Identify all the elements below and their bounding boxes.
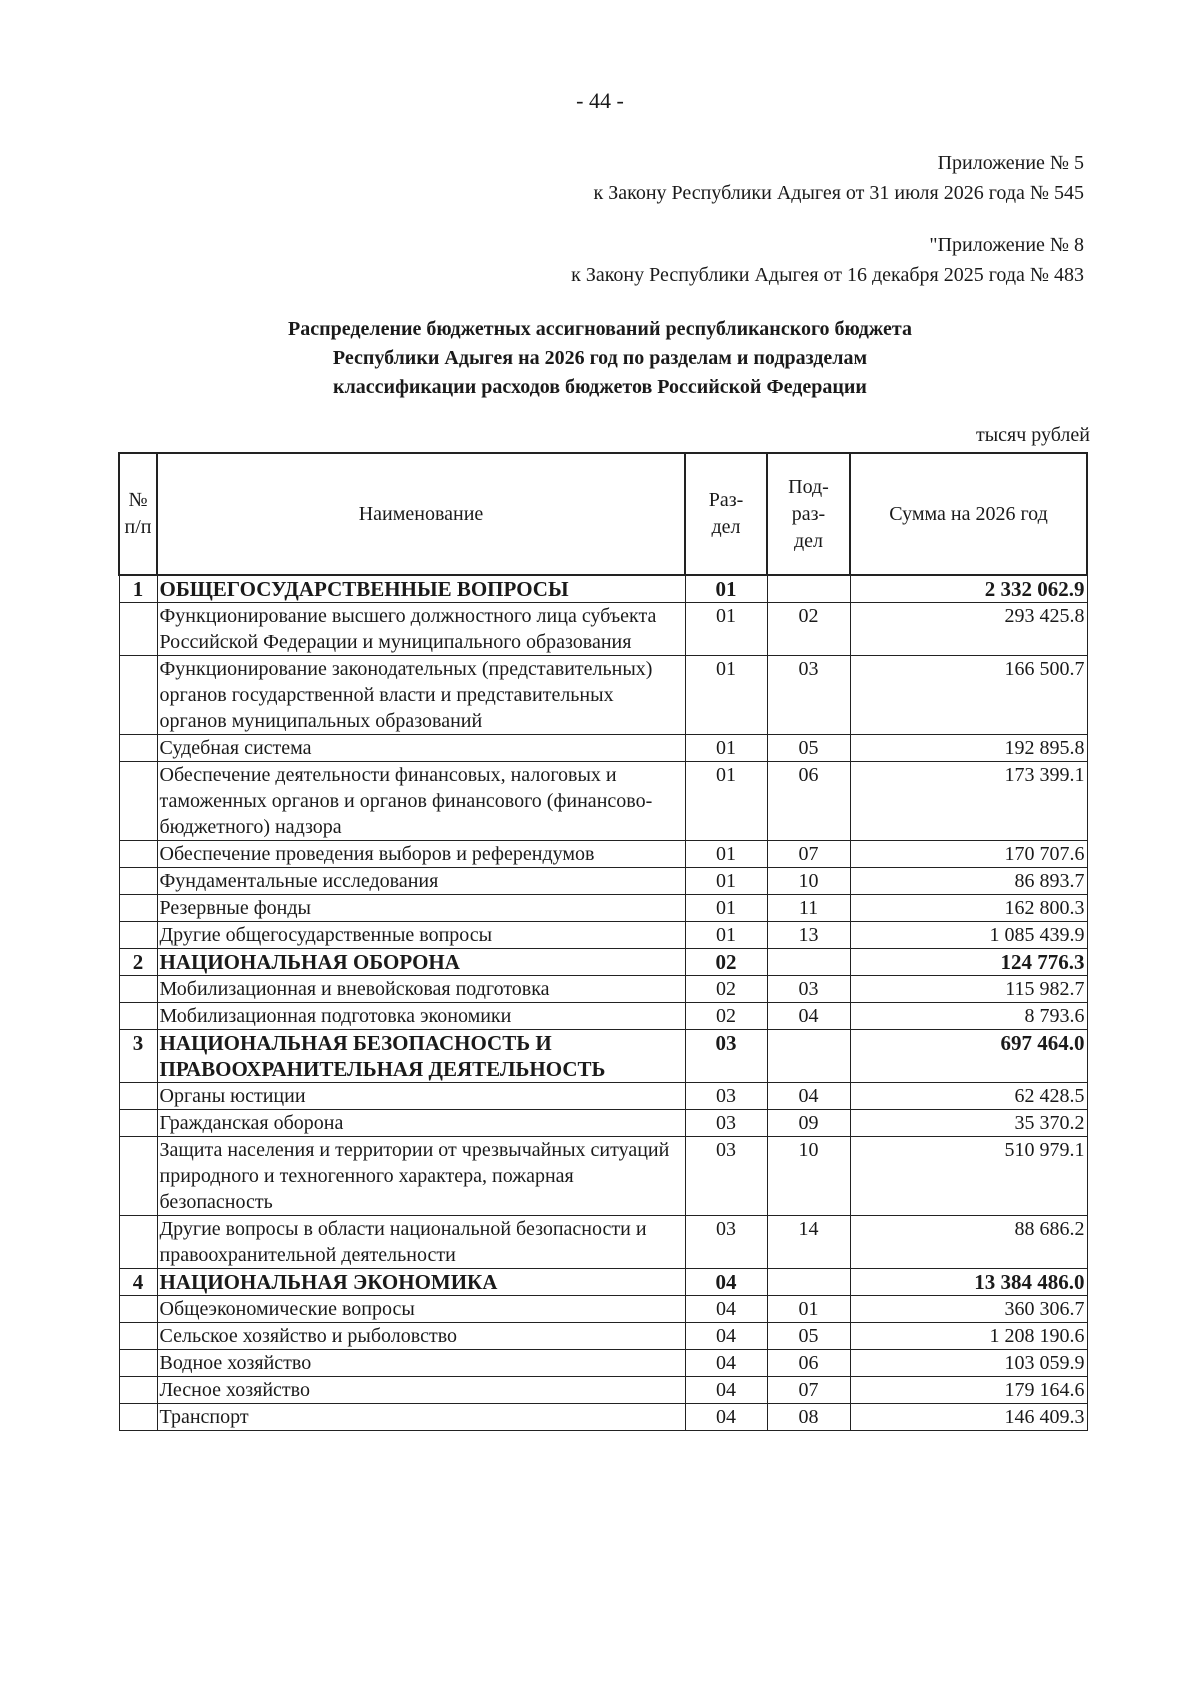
table-section-row — [119, 1030, 1087, 1083]
row-number-cell — [119, 762, 157, 841]
row-number-cell — [119, 656, 157, 735]
row-subsection-cell: 10 — [767, 868, 850, 895]
row-sum-cell: 170 707.6 — [850, 841, 1087, 868]
table-row — [119, 868, 1087, 895]
table-row — [119, 976, 1087, 1003]
row-subsection-cell: 14 — [767, 1216, 850, 1269]
row-subsection-cell: 09 — [767, 1110, 850, 1137]
row-number-cell — [119, 1003, 157, 1030]
row-sum-cell: 510 979.1 — [850, 1137, 1087, 1216]
row-subsection-cell: 13 — [767, 922, 850, 949]
row-sum-cell: 179 164.6 — [850, 1377, 1087, 1404]
row-name-cell: ОБЩЕГОСУДАРСТВЕННЫЕ ВОПРОСЫ — [157, 575, 685, 603]
row-subsection-cell: 11 — [767, 895, 850, 922]
row-name-cell: Функционирование законодательных (представительных) органов государственной власти и представительных органов муниципальных образований — [157, 656, 685, 735]
row-section-cell: 01 — [685, 868, 767, 895]
row-sum-cell: 62 428.5 — [850, 1083, 1087, 1110]
table-section-row — [119, 1269, 1087, 1296]
row-number-cell — [119, 735, 157, 762]
budget-table — [118, 452, 1088, 1431]
row-subsection-cell: 06 — [767, 1350, 850, 1377]
row-number-cell — [119, 1377, 157, 1404]
row-sum-cell: 124 776.3 — [850, 949, 1087, 976]
row-sum-cell: 146 409.3 — [850, 1404, 1087, 1431]
row-name-cell: Мобилизационная подготовка экономики — [157, 1003, 685, 1030]
row-sum-cell: 192 895.8 — [850, 735, 1087, 762]
row-section-cell: 04 — [685, 1269, 767, 1296]
document-title — [0, 315, 1200, 402]
title-line: классификации расходов бюджетов Российской Федерации — [333, 376, 867, 398]
row-subsection-cell: 08 — [767, 1404, 850, 1431]
row-name-cell: Судебная система — [157, 735, 685, 762]
row-number-cell — [119, 1323, 157, 1350]
row-subsection-cell: 04 — [767, 1003, 850, 1030]
row-number-cell — [119, 1216, 157, 1269]
row-number-cell — [119, 1110, 157, 1137]
header-text: № — [128, 489, 148, 511]
row-section-cell: 04 — [685, 1404, 767, 1431]
table-row — [119, 1003, 1087, 1030]
row-number-cell — [119, 976, 157, 1003]
row-section-cell: 01 — [685, 762, 767, 841]
row-subsection-cell: 03 — [767, 656, 850, 735]
row-number-cell: 3 — [119, 1030, 157, 1083]
units-label: тысяч рублей — [975, 424, 1090, 446]
row-subsection-cell: 07 — [767, 841, 850, 868]
row-sum-cell: 166 500.7 — [850, 656, 1087, 735]
table-row — [119, 1296, 1087, 1323]
row-section-cell: 03 — [685, 1110, 767, 1137]
row-name-cell: Функционирование высшего должностного лица субъекта Российской Федерации и муниципального образования — [157, 603, 685, 656]
title-line: Распределение бюджетных ассигнований республиканского бюджета — [288, 318, 912, 340]
appendix-number: Приложение № 5 — [937, 152, 1084, 174]
row-name-cell: Защита населения и территории от чрезвычайных ситуаций природного и техногенного характера, пожарная безопасность — [157, 1137, 685, 1216]
header-section — [685, 453, 767, 575]
header-text: раз- — [791, 502, 826, 525]
row-sum-cell: 115 982.7 — [850, 976, 1087, 1003]
row-subsection-cell — [767, 1269, 850, 1296]
row-section-cell: 01 — [685, 841, 767, 868]
row-section-cell: 02 — [685, 1003, 767, 1030]
row-subsection-cell — [767, 575, 850, 603]
table-row — [119, 603, 1087, 656]
row-subsection-cell: 07 — [767, 1377, 850, 1404]
page-number: - 44 - — [576, 88, 624, 113]
table-row — [119, 762, 1087, 841]
table-row — [119, 656, 1087, 735]
row-sum-cell: 293 425.8 — [850, 603, 1087, 656]
header-name: Наименование — [157, 453, 685, 575]
appendix-law-reference: к Закону Республики Адыгея от 31 июля 2026 года № 545 — [593, 182, 1084, 204]
table-row — [119, 1110, 1087, 1137]
table-row — [119, 1137, 1087, 1216]
row-sum-cell: 697 464.0 — [850, 1030, 1087, 1083]
row-number-cell — [119, 1296, 157, 1323]
row-section-cell: 04 — [685, 1377, 767, 1404]
table-row — [119, 895, 1087, 922]
table-header-row — [119, 453, 1087, 575]
header-text: Раз- — [708, 489, 744, 511]
row-name-cell: Другие общегосударственные вопросы — [157, 922, 685, 949]
row-sum-cell: 103 059.9 — [850, 1350, 1087, 1377]
table-row — [119, 922, 1087, 949]
row-name-cell: Органы юстиции — [157, 1083, 685, 1110]
row-section-cell: 01 — [685, 735, 767, 762]
table-row — [119, 1377, 1087, 1404]
row-name-cell: Фундаментальные исследования — [157, 868, 685, 895]
row-section-cell: 01 — [685, 656, 767, 735]
row-sum-cell: 8 793.6 — [850, 1003, 1087, 1030]
row-section-cell: 04 — [685, 1296, 767, 1323]
row-sum-cell: 86 893.7 — [850, 868, 1087, 895]
row-subsection-cell: 01 — [767, 1296, 850, 1323]
table-row — [119, 735, 1087, 762]
row-number-cell: 1 — [119, 575, 157, 603]
row-section-cell: 04 — [685, 1350, 767, 1377]
original-appendix-number: "Приложение № 8 — [929, 234, 1084, 256]
row-section-cell: 01 — [685, 922, 767, 949]
row-sum-cell: 173 399.1 — [850, 762, 1087, 841]
row-section-cell: 01 — [685, 575, 767, 603]
row-subsection-cell: 05 — [767, 1323, 850, 1350]
appendix-reference — [594, 148, 1085, 208]
row-number-cell — [119, 1137, 157, 1216]
header-text: дел — [711, 516, 741, 538]
row-sum-cell: 1 208 190.6 — [850, 1323, 1087, 1350]
row-number-cell: 2 — [119, 949, 157, 976]
row-section-cell: 01 — [685, 895, 767, 922]
header-text: п/п — [124, 516, 152, 538]
header-text: дел — [793, 529, 824, 552]
header-sum: Сумма на 2026 год — [850, 453, 1087, 575]
row-number-cell — [119, 1350, 157, 1377]
table-row — [119, 1323, 1087, 1350]
row-sum-cell: 360 306.7 — [850, 1296, 1087, 1323]
row-number-cell — [119, 1404, 157, 1431]
row-name-cell: Гражданская оборона — [157, 1110, 685, 1137]
row-section-cell: 03 — [685, 1216, 767, 1269]
row-name-cell: Обеспечение проведения выборов и референдумов — [157, 841, 685, 868]
row-section-cell: 04 — [685, 1323, 767, 1350]
original-appendix-reference — [571, 230, 1084, 290]
row-sum-cell: 13 384 486.0 — [850, 1269, 1087, 1296]
row-subsection-cell: 04 — [767, 1083, 850, 1110]
row-subsection-cell: 02 — [767, 603, 850, 656]
row-subsection-cell: 03 — [767, 976, 850, 1003]
row-number-cell — [119, 841, 157, 868]
table-row — [119, 1083, 1087, 1110]
row-name-cell: Водное хозяйство — [157, 1350, 685, 1377]
row-number-cell — [119, 922, 157, 949]
row-subsection-cell: 06 — [767, 762, 850, 841]
row-name-cell: Лесное хозяйство — [157, 1377, 685, 1404]
table-row — [119, 1216, 1087, 1269]
row-sum-cell: 88 686.2 — [850, 1216, 1087, 1269]
row-section-cell: 03 — [685, 1083, 767, 1110]
row-section-cell: 03 — [685, 1137, 767, 1216]
row-subsection-cell — [767, 1030, 850, 1083]
row-name-cell: НАЦИОНАЛЬНАЯ ОБОРОНА — [157, 949, 685, 976]
row-number-cell — [119, 895, 157, 922]
row-sum-cell: 1 085 439.9 — [850, 922, 1087, 949]
row-number-cell — [119, 1083, 157, 1110]
row-section-cell: 01 — [685, 603, 767, 656]
row-subsection-cell: 05 — [767, 735, 850, 762]
row-name-cell: Другие вопросы в области национальной безопасности и правоохранительной деятельности — [157, 1216, 685, 1269]
row-section-cell: 02 — [685, 976, 767, 1003]
row-name-cell: НАЦИОНАЛЬНАЯ ЭКОНОМИКА — [157, 1269, 685, 1296]
header-text: Под- — [788, 475, 829, 498]
header-number — [119, 453, 157, 575]
table-section-row — [119, 949, 1087, 976]
row-number-cell — [119, 868, 157, 895]
row-sum-cell: 35 370.2 — [850, 1110, 1087, 1137]
row-section-cell: 02 — [685, 949, 767, 976]
header-subsection — [767, 453, 850, 575]
table-row — [119, 1350, 1087, 1377]
row-number-cell: 4 — [119, 1269, 157, 1296]
title-line: Республики Адыгея на 2026 год по разделам и подразделам — [332, 347, 868, 369]
row-sum-cell: 162 800.3 — [850, 895, 1087, 922]
table-row — [119, 841, 1087, 868]
row-name-cell: Транспорт — [157, 1404, 685, 1431]
row-name-cell: Обеспечение деятельности финансовых, налоговых и таможенных органов и органов финансового (финансово-бюджетного) надзора — [157, 762, 685, 841]
row-number-cell — [119, 603, 157, 656]
table-row — [119, 1404, 1087, 1431]
original-law-reference: к Закону Республики Адыгея от 16 декабря 2025 года № 483 — [571, 264, 1084, 286]
row-name-cell: Общеэкономические вопросы — [157, 1296, 685, 1323]
row-name-cell: Мобилизационная и вневойсковая подготовка — [157, 976, 685, 1003]
row-sum-cell: 2 332 062.9 — [850, 575, 1087, 603]
row-name-cell: Сельское хозяйство и рыболовство — [157, 1323, 685, 1350]
row-name-cell: Резервные фонды — [157, 895, 685, 922]
row-section-cell: 03 — [685, 1030, 767, 1083]
table-section-row — [119, 575, 1087, 603]
row-subsection-cell — [767, 949, 850, 976]
row-subsection-cell: 10 — [767, 1137, 850, 1216]
row-name-cell: НАЦИОНАЛЬНАЯ БЕЗОПАСНОСТЬ И ПРАВООХРАНИТЕЛЬНАЯ ДЕЯТЕЛЬНОСТЬ — [157, 1030, 685, 1083]
